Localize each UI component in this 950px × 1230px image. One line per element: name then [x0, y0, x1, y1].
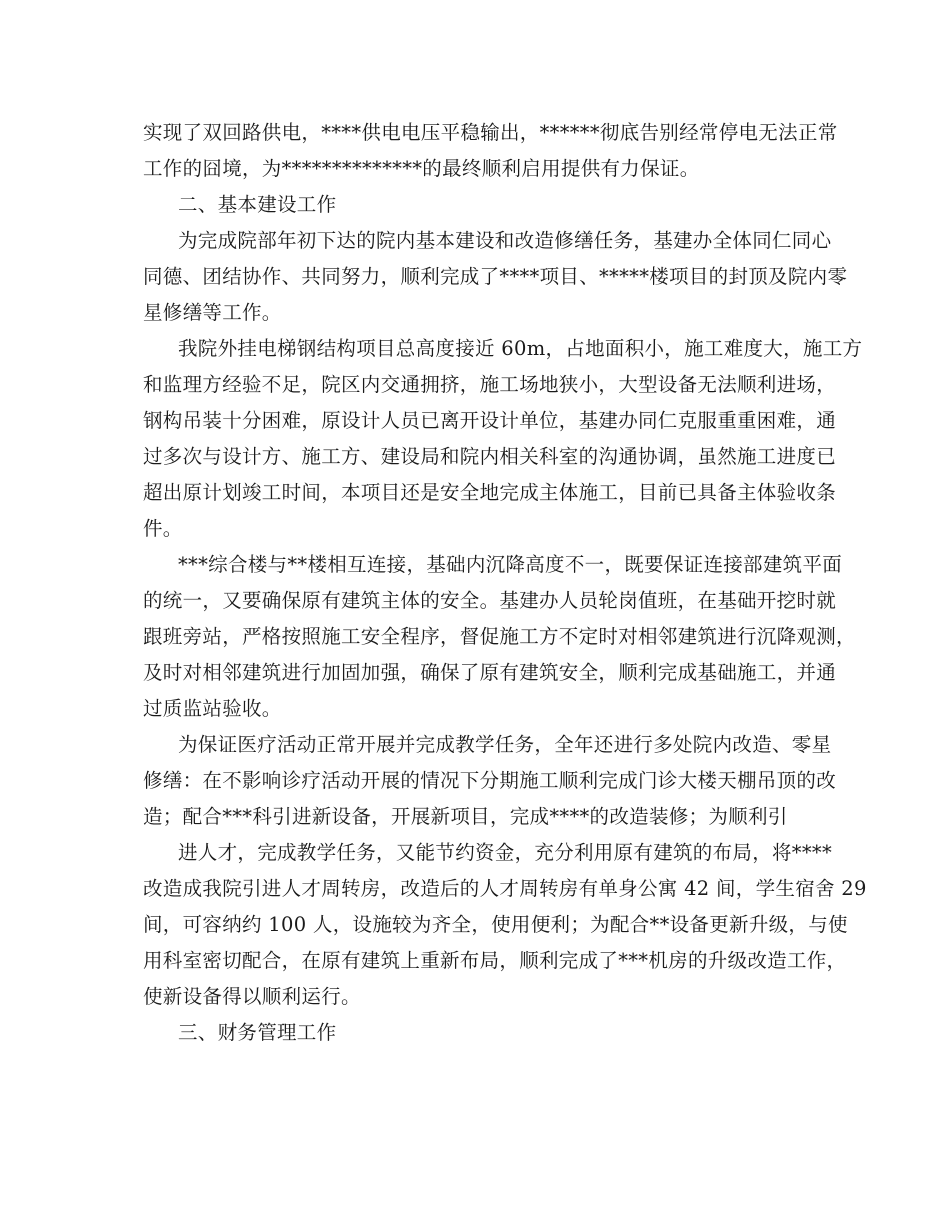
text-line: 使新设备得以顺利运行。: [143, 985, 361, 1008]
section-heading: 二、基本建设工作: [178, 193, 337, 216]
text-line: 同德、团结协作、共同努力，顺利完成了****项目、*****楼项目的封顶及院内零: [143, 265, 848, 288]
text-line: 过多次与设计方、施工方、建设局和院内相关科室的沟通协调，虽然施工进度已: [143, 445, 837, 468]
text-line: 改造成我院引进人才周转房，改造后的人才周转房有单身公寓 42 间，学生宿舍 29: [143, 877, 867, 900]
text-line: 工作的囧境，为**************的最终顺利启用提供有力保证。: [143, 157, 700, 180]
text-line: 钢构吊装十分困难，原设计人员已离开设计单位，基建办同仁克服重重困难，通: [143, 409, 837, 432]
text-line: 件。: [143, 517, 183, 540]
text-line: 过质监站验收。: [143, 697, 282, 720]
text-line: 及时对相邻建筑进行加固加强，确保了原有建筑安全，顺利完成基础施工，并通: [143, 661, 837, 684]
text-line: 为完成院部年初下达的院内基本建设和改造修缮任务，基建办全体同仁同心: [178, 229, 832, 252]
text-line: 间，可容纳约 100 人，设施较为齐全，使用便利；为配合**设备更新升级，与使: [143, 913, 848, 936]
text-line: ***综合楼与**楼相互连接，基础内沉降高度不一，既要保证连接部建筑平面: [178, 553, 843, 576]
text-line: 修缮：在不影响诊疗活动开展的情况下分期施工顺利完成门诊大楼天棚吊顶的改: [143, 769, 837, 792]
text-line: 我院外挂电梯钢结构项目总高度接近 60m，占地面积小，施工难度大，施工方: [178, 337, 863, 360]
text-line: 超出原计划竣工时间，本项目还是安全地完成主体施工，目前已具备主体验收条: [143, 481, 837, 504]
text-line: 星修缮等工作。: [143, 301, 282, 324]
section-heading: 三、财务管理工作: [178, 1021, 337, 1044]
text-line: 造；配合***科引进新设备，开展新项目，完成****的改造装修；为顺利引: [143, 805, 788, 828]
text-line: 进人才，完成教学任务，又能节约资金，充分利用原有建筑的布局，将****: [178, 841, 833, 864]
text-line: 的统一，又要确保原有建筑主体的安全。基建办人员轮岗值班，在基础开挖时就: [143, 589, 837, 612]
text-line: 为保证医疗活动正常开展并完成教学任务，全年还进行多处院内改造、零星: [178, 733, 832, 756]
text-line: 和监理方经验不足，院区内交通拥挤，施工场地狭小，大型设备无法顺利进场，: [143, 373, 837, 396]
text-line: 用科室密切配合，在原有建筑上重新布局，顺利完成了***机房的升级改造工作，: [143, 949, 847, 972]
text-line: 跟班旁站，严格按照施工安全程序，督促施工方不定时对相邻建筑进行沉降观测，: [143, 625, 856, 648]
text-line: 实现了双回路供电，****供电电压平稳输出，******彻底告别经常停电无法正常: [143, 121, 838, 144]
